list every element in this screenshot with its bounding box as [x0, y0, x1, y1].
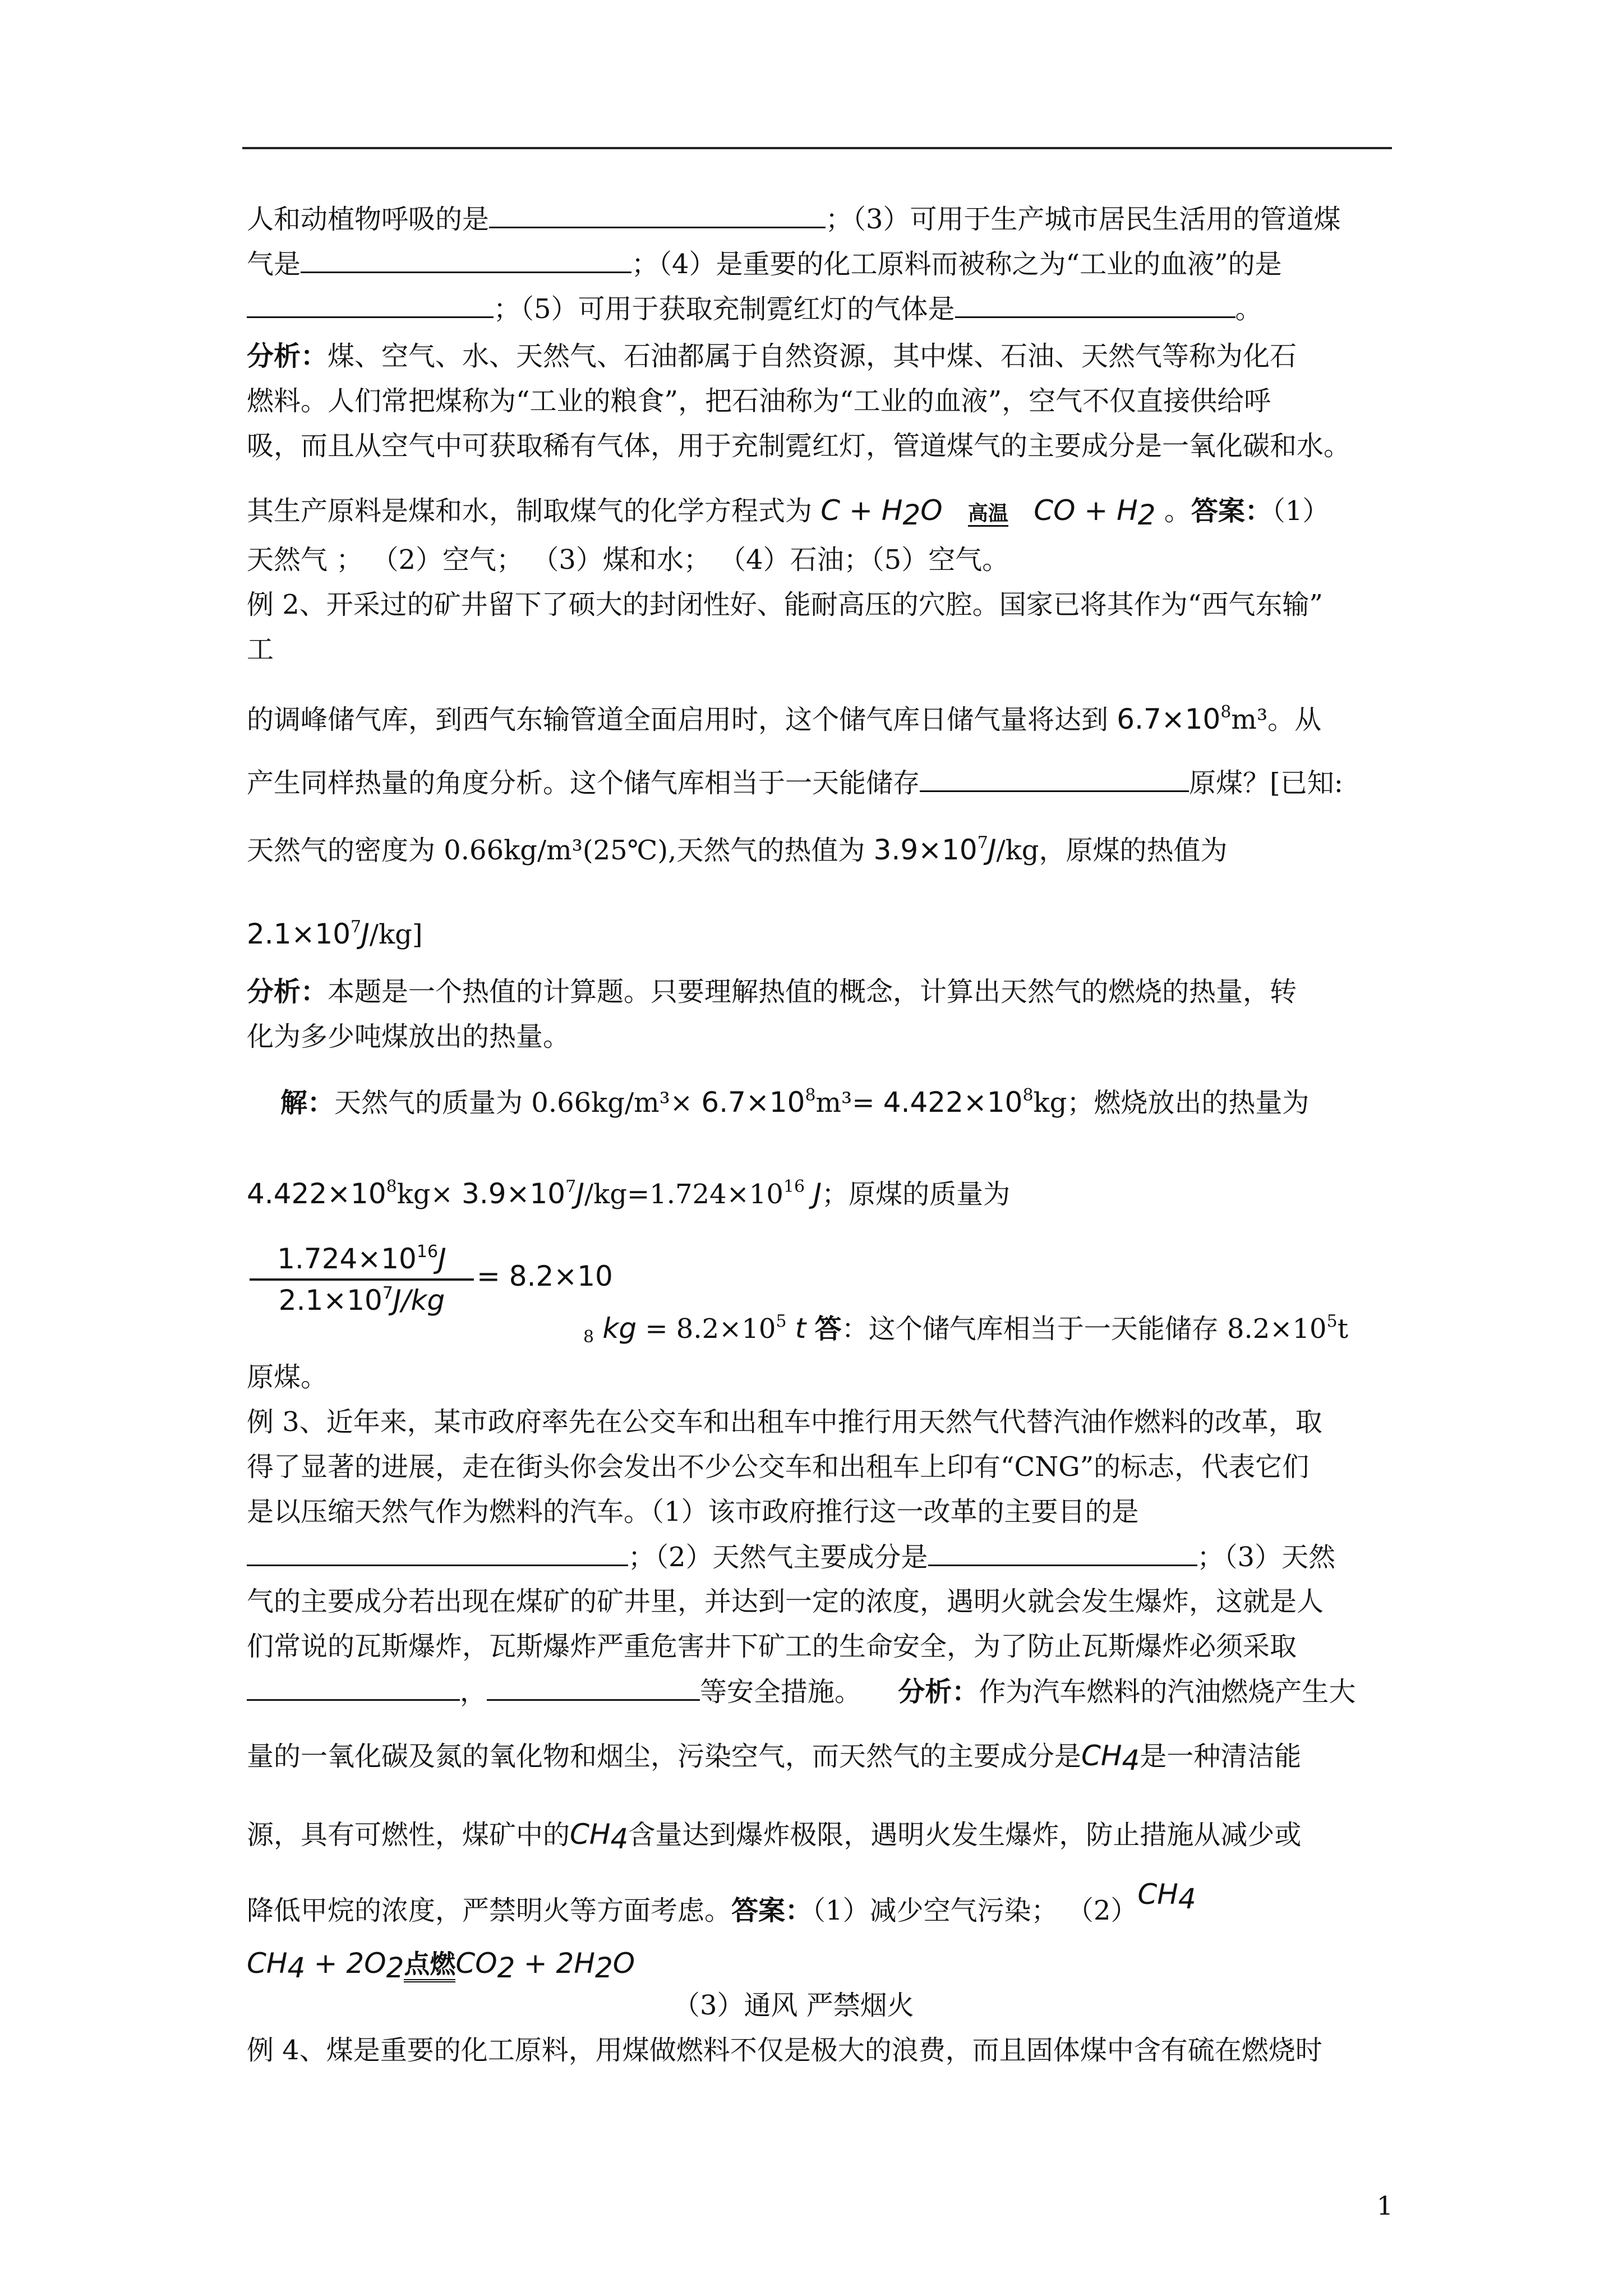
- text-line: 解：天然气的质量为 $0.66kg/m^3\times 6.7\times 10^8m^3= 4.422\times 10^8kg$；燃烧放出的热量为: [280, 1085, 1310, 1119]
- text-line: 天然气的密度为 0.66kg/m³(25℃),天然气的热值为 $3.9\times 10^7J/kg$，原煤的热值为: [247, 833, 1228, 866]
- header-rule: [242, 147, 1392, 149]
- text-line: $4.422\times 10^8kg\times 3.9\times 10^7J/kg=1.724\times 10^{16}$ J；原煤的质量为: [247, 1177, 1011, 1210]
- text-line: 降低甲烷的浓度，严禁明火等方面考虑。答案：（1）减少空气污染； $(2)CH_4$: [247, 1878, 1196, 1926]
- answer-blank[interactable]: [487, 1674, 700, 1701]
- text-line: 工: [247, 634, 274, 665]
- answer-blank[interactable]: [928, 1540, 1197, 1566]
- text-line: 量的一氧化碳及氮的氧化物和烟尘，污染空气，而天然气的主要成分是$CH_4$是一种清洁能: [247, 1740, 1302, 1777]
- text-line: （3）通风 严禁烟火: [673, 1990, 914, 2021]
- page-number: 1: [1376, 2191, 1393, 2221]
- text-line: 燃料。人们常把煤称为“工业的粮食”，把石油称为“工业的血液”，空气不仅直接供给呼: [247, 385, 1271, 417]
- text-line: 化为多少吨煤放出的热量。: [247, 1021, 570, 1052]
- fraction-result: = 8.2×10: [477, 1260, 613, 1292]
- answer-blank[interactable]: [489, 202, 826, 228]
- text-line: 气是 ；（4）是重要的化工原料而被称之为“工业的血液”的是: [247, 247, 1392, 281]
- answer-blank[interactable]: [247, 1540, 628, 1566]
- text-line: 例 4、煤是重要的化工原料，用煤做燃料不仅是极大的浪费，而且固体煤中含有硫在燃烧时: [247, 2035, 1322, 2066]
- text-line: 天然气 ； （2）空气； （3）煤和水； （4）石油；（5）空气。: [247, 544, 1009, 576]
- text-line: 其生产原料是煤和水，制取煤气的化学方程式为 $C + H_2O$ 高温 CO + $H_2$ 。答案：（1）: [247, 494, 1330, 531]
- fraction: $1.724\times 10^{16}J$ $2.1\times 10^7J/kg$: [250, 1243, 474, 1317]
- text-line: 产生同样热量的角度分析。这个储气库相当于一天能储存 原煤？[已知:: [247, 766, 1392, 800]
- text-line: 是以压缩天然气作为燃料的汽车。（1）该市政府推行这一改革的主要目的是: [247, 1496, 1139, 1527]
- text-line: 人和动植物呼吸的是 ；（3）可用于生产城市居民生活用的管道煤: [247, 202, 1392, 236]
- text-line: ；（5）可用于获取充制霓红灯的气体是 。: [247, 292, 1392, 326]
- answer-blank[interactable]: [955, 292, 1235, 318]
- text-line: 源，具有可燃性，煤矿中的$CH_4$含量达到爆炸极限，遇明火发生爆炸，防止措施从减少或: [247, 1818, 1302, 1855]
- answer-blank[interactable]: [301, 247, 631, 273]
- text-line: ；（2）天然气主要成分是 ；（3）天然: [247, 1540, 1392, 1574]
- text-line: 得了显著的进展，走在街头你会发出不少公交车和出租车上印有“CNG”的标志，代表它们: [247, 1451, 1310, 1483]
- text-line: 原煤。: [247, 1361, 328, 1393]
- text-line: $2.1\times 10^7J/kg$]: [247, 917, 423, 950]
- text-line: 吸，而且从空气中可获取稀有气体，用于充制霓红灯，管道煤气的主要成分是一氧化碳和水。: [247, 430, 1351, 462]
- text-line: 们常说的瓦斯爆炸，瓦斯爆炸严重危害井下矿工的生命安全，为了防止瓦斯爆炸必须采取: [247, 1631, 1297, 1662]
- text-line: 例 2、开采过的矿井留下了硕大的封闭性好、能耐高压的穴腔。国家已将其作为“西气东输”: [247, 589, 1323, 620]
- text-line: 分析：煤、空气、水、天然气、石油都属于自然资源，其中煤、石油、天然气等称为化石: [247, 341, 1297, 372]
- text-line: 的调峰储气库，到西气东输管道全面启用时，这个储气库日储气量将达到 $6.7\times 10^8m^3$。从: [247, 702, 1322, 735]
- equation-methane-combustion: $CH_4 + 2O_2$点燃$CO_2 + 2H_2O$: [247, 1947, 635, 1984]
- text-line: 气的主要成分若出现在煤矿的矿井里，并达到一定的浓度，遇明火就会发生爆炸，这就是人: [247, 1586, 1324, 1617]
- text-line: ， 等安全措施。 分析：作为汽车燃料的汽油燃烧产生大: [247, 1674, 1392, 1709]
- answer-blank[interactable]: [247, 1674, 460, 1701]
- text-line: 分析：本题是一个热值的计算题。只要理解热值的概念，计算出天然气的燃烧的热量，转: [247, 976, 1297, 1007]
- answer-blank[interactable]: [920, 766, 1189, 792]
- text-line: $_8$ kg = $8.2\times 10^5$ t 答：这个储气库相当于一天能储存 $8.2\times 10^5t$: [583, 1312, 1348, 1347]
- equation-coal-gas: $C + H_2O$ 高温 CO + $H_2$: [820, 494, 1156, 531]
- text-line: 例 3、近年来，某市政府率先在公交车和出租车中推行用天然气代替汽油作燃料的改革，取: [247, 1406, 1322, 1438]
- answer-blank[interactable]: [247, 292, 494, 318]
